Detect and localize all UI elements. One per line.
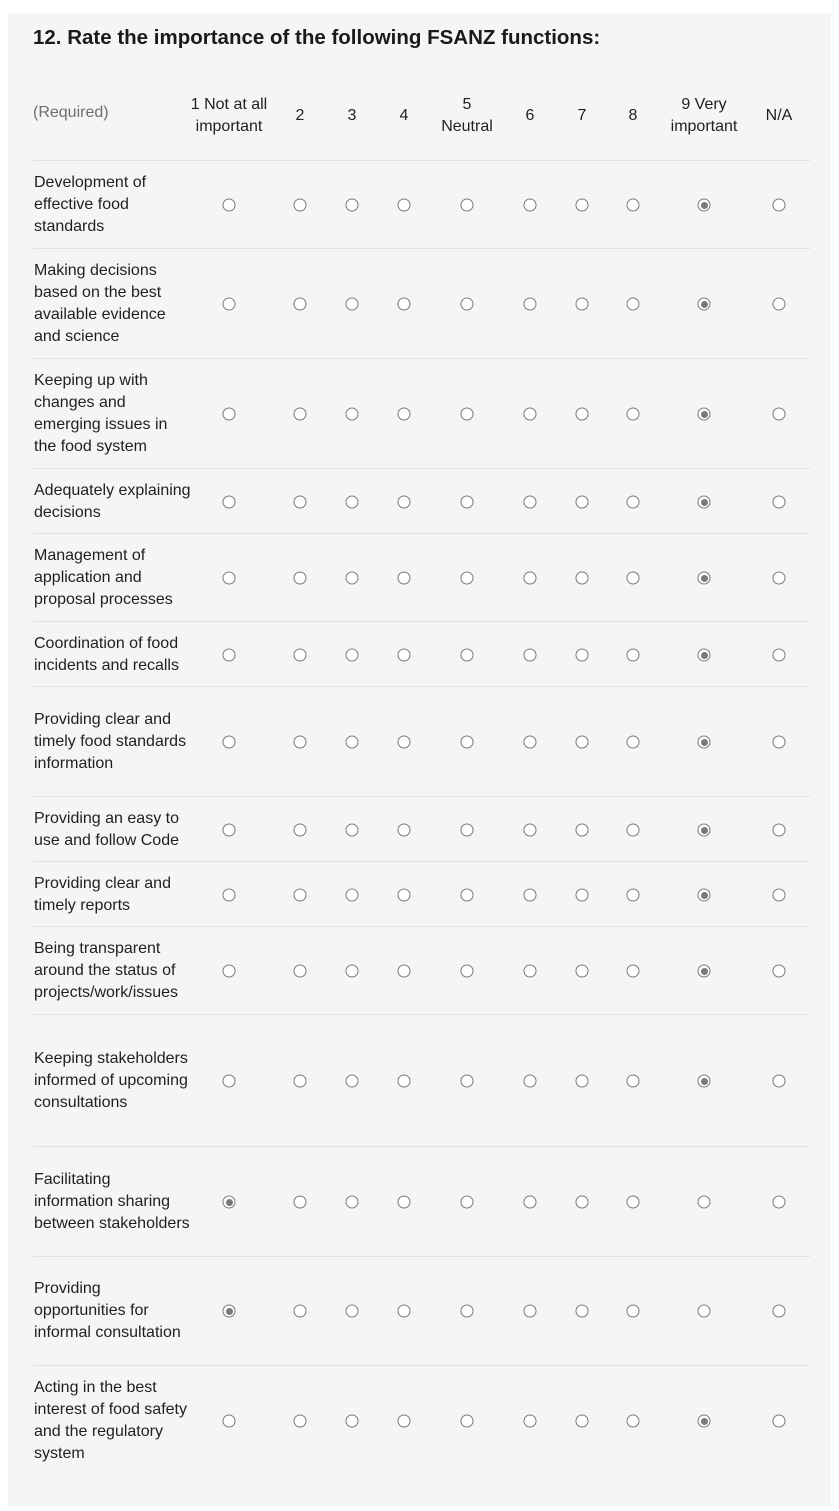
radio-6[interactable] — [524, 496, 537, 509]
radio-7[interactable] — [576, 889, 589, 902]
radio-6[interactable] — [524, 199, 537, 212]
radio-9-very-important[interactable] — [698, 199, 711, 212]
row-label: Making decisions based on the best available evidence and science — [34, 262, 166, 345]
radio-1-not-at-all-important[interactable] — [223, 1196, 236, 1209]
row-divider — [33, 621, 810, 622]
row-label: Coordination of food incidents and recalls — [34, 635, 179, 674]
radio-1-not-at-all-important[interactable] — [223, 298, 236, 311]
radio-5-neutral[interactable] — [461, 496, 474, 509]
radio-2[interactable] — [294, 199, 307, 212]
row-label: Providing opportunities for informal consultation — [34, 1280, 181, 1341]
radio-3[interactable] — [346, 408, 359, 421]
radio-2[interactable] — [294, 1415, 307, 1428]
radio-1-not-at-all-important[interactable] — [223, 572, 236, 585]
radio-2[interactable] — [294, 824, 307, 837]
radio-n-a[interactable] — [773, 1415, 786, 1428]
radio-1-not-at-all-important[interactable] — [223, 824, 236, 837]
radio-n-a[interactable] — [773, 889, 786, 902]
row-label: Facilitating information sharing between stakeholders — [34, 1171, 190, 1232]
radio-n-a[interactable] — [773, 408, 786, 421]
row-divider — [33, 1014, 810, 1015]
radio-2[interactable] — [294, 736, 307, 749]
radio-2[interactable] — [294, 965, 307, 978]
radio-8[interactable] — [627, 1305, 640, 1318]
radio-n-a[interactable] — [773, 572, 786, 585]
radio-2[interactable] — [294, 1196, 307, 1209]
row-divider — [33, 686, 810, 687]
radio-4[interactable] — [398, 1075, 411, 1088]
radio-6[interactable] — [524, 649, 537, 662]
radio-n-a[interactable] — [773, 649, 786, 662]
row-label: Management of application and proposal processes — [34, 547, 173, 608]
column-header-6: 6 — [525, 107, 535, 124]
radio-9-very-important[interactable] — [698, 736, 711, 749]
radio-8[interactable] — [627, 824, 640, 837]
radio-n-a[interactable] — [773, 1305, 786, 1318]
row-divider — [33, 533, 810, 534]
radio-6[interactable] — [524, 1196, 537, 1209]
radio-7[interactable] — [576, 408, 589, 421]
radio-5-neutral[interactable] — [461, 408, 474, 421]
radio-1-not-at-all-important[interactable] — [223, 649, 236, 662]
radio-3[interactable] — [346, 649, 359, 662]
row-label: Acting in the best interest of food safety and the regulatory system — [34, 1379, 187, 1462]
radio-1-not-at-all-important[interactable] — [223, 496, 236, 509]
radio-3[interactable] — [346, 965, 359, 978]
radio-1-not-at-all-important[interactable] — [223, 889, 236, 902]
radio-3[interactable] — [346, 298, 359, 311]
radio-7[interactable] — [576, 199, 589, 212]
radio-1-not-at-all-important[interactable] — [223, 199, 236, 212]
radio-8[interactable] — [627, 1075, 640, 1088]
radio-4[interactable] — [398, 572, 411, 585]
radio-6[interactable] — [524, 1415, 537, 1428]
radio-8[interactable] — [627, 1196, 640, 1209]
radio-9-very-important[interactable] — [698, 649, 711, 662]
radio-n-a[interactable] — [773, 1196, 786, 1209]
radio-6[interactable] — [524, 408, 537, 421]
radio-9-very-important[interactable] — [698, 298, 711, 311]
radio-2[interactable] — [294, 298, 307, 311]
radio-7[interactable] — [576, 1415, 589, 1428]
row-divider — [33, 468, 810, 469]
radio-4[interactable] — [398, 496, 411, 509]
row-label: Being transparent around the status of projects/work/issues — [34, 940, 179, 1001]
radio-9-very-important[interactable] — [698, 1196, 711, 1209]
column-header-5-neutral: 5 Neutral — [441, 96, 493, 135]
radio-9-very-important[interactable] — [698, 496, 711, 509]
radio-4[interactable] — [398, 1305, 411, 1318]
row-divider — [33, 160, 810, 161]
radio-3[interactable] — [346, 496, 359, 509]
radio-2[interactable] — [294, 572, 307, 585]
radio-9-very-important[interactable] — [698, 1075, 711, 1088]
radio-n-a[interactable] — [773, 199, 786, 212]
radio-n-a[interactable] — [773, 298, 786, 311]
radio-6[interactable] — [524, 889, 537, 902]
radio-8[interactable] — [627, 649, 640, 662]
row-label: Providing clear and timely reports — [34, 875, 171, 914]
radio-9-very-important[interactable] — [698, 965, 711, 978]
radio-5-neutral[interactable] — [461, 1075, 474, 1088]
column-header-7: 7 — [577, 107, 587, 124]
radio-7[interactable] — [576, 649, 589, 662]
radio-2[interactable] — [294, 889, 307, 902]
column-header-3: 3 — [347, 107, 357, 124]
radio-2[interactable] — [294, 1075, 307, 1088]
radio-1-not-at-all-important[interactable] — [223, 408, 236, 421]
radio-5-neutral[interactable] — [461, 298, 474, 311]
radio-9-very-important[interactable] — [698, 572, 711, 585]
row-divider — [33, 1365, 810, 1366]
column-header-8: 8 — [628, 107, 638, 124]
radio-5-neutral[interactable] — [461, 824, 474, 837]
radio-5-neutral[interactable] — [461, 1196, 474, 1209]
radio-8[interactable] — [627, 1415, 640, 1428]
radio-2[interactable] — [294, 496, 307, 509]
radio-4[interactable] — [398, 824, 411, 837]
radio-8[interactable] — [627, 408, 640, 421]
column-header-n-a: N/A — [765, 107, 793, 124]
radio-4[interactable] — [398, 1196, 411, 1209]
column-header-4: 4 — [399, 107, 409, 124]
radio-3[interactable] — [346, 824, 359, 837]
radio-9-very-important[interactable] — [698, 1415, 711, 1428]
radio-7[interactable] — [576, 572, 589, 585]
radio-5-neutral[interactable] — [461, 1415, 474, 1428]
radio-6[interactable] — [524, 736, 537, 749]
row-label: Keeping stakeholders informed of upcoming consultations — [34, 1050, 188, 1111]
radio-8[interactable] — [627, 572, 640, 585]
radio-4[interactable] — [398, 889, 411, 902]
radio-1-not-at-all-important[interactable] — [223, 965, 236, 978]
radio-8[interactable] — [627, 199, 640, 212]
row-label: Adequately explaining decisions — [34, 482, 191, 521]
radio-6[interactable] — [524, 965, 537, 978]
radio-9-very-important[interactable] — [698, 408, 711, 421]
radio-4[interactable] — [398, 1415, 411, 1428]
radio-9-very-important[interactable] — [698, 824, 711, 837]
radio-5-neutral[interactable] — [461, 1305, 474, 1318]
radio-4[interactable] — [398, 298, 411, 311]
row-divider — [33, 926, 810, 927]
radio-7[interactable] — [576, 736, 589, 749]
question-title: 12. Rate the importance of the following FSANZ functions: — [33, 26, 601, 49]
radio-2[interactable] — [294, 649, 307, 662]
radio-5-neutral[interactable] — [461, 736, 474, 749]
radio-7[interactable] — [576, 1075, 589, 1088]
radio-n-a[interactable] — [773, 965, 786, 978]
radio-4[interactable] — [398, 736, 411, 749]
row-divider — [33, 1256, 810, 1257]
radio-6[interactable] — [524, 298, 537, 311]
column-header-9-very-important: 9 Very important — [670, 96, 738, 135]
radio-5-neutral[interactable] — [461, 572, 474, 585]
radio-2[interactable] — [294, 408, 307, 421]
column-header-1-not-at-all-important: 1 Not at all important — [190, 96, 268, 135]
radio-n-a[interactable] — [773, 736, 786, 749]
radio-4[interactable] — [398, 199, 411, 212]
radio-5-neutral[interactable] — [461, 965, 474, 978]
radio-3[interactable] — [346, 1415, 359, 1428]
row-label: Providing clear and timely food standards information — [34, 711, 187, 772]
row-divider — [33, 358, 810, 359]
radio-5-neutral[interactable] — [461, 199, 474, 212]
radio-n-a[interactable] — [773, 1075, 786, 1088]
radio-n-a[interactable] — [773, 824, 786, 837]
radio-6[interactable] — [524, 824, 537, 837]
radio-5-neutral[interactable] — [461, 889, 474, 902]
column-header-2: 2 — [295, 107, 305, 124]
row-divider — [33, 861, 810, 862]
radio-1-not-at-all-important[interactable] — [223, 736, 236, 749]
radio-8[interactable] — [627, 889, 640, 902]
row-divider — [33, 248, 810, 249]
row-divider — [33, 796, 810, 797]
row-label: Keeping up with changes and emerging issues in the food system — [34, 372, 168, 455]
radio-8[interactable] — [627, 736, 640, 749]
radio-4[interactable] — [398, 649, 411, 662]
radio-7[interactable] — [576, 298, 589, 311]
radio-3[interactable] — [346, 199, 359, 212]
radio-7[interactable] — [576, 496, 589, 509]
radio-3[interactable] — [346, 736, 359, 749]
radio-7[interactable] — [576, 1305, 589, 1318]
radio-5-neutral[interactable] — [461, 649, 474, 662]
radio-1-not-at-all-important[interactable] — [223, 1305, 236, 1318]
radio-3[interactable] — [346, 1305, 359, 1318]
radio-1-not-at-all-important[interactable] — [223, 1415, 236, 1428]
radio-6[interactable] — [524, 572, 537, 585]
radio-8[interactable] — [627, 496, 640, 509]
radio-3[interactable] — [346, 889, 359, 902]
radio-9-very-important[interactable] — [698, 889, 711, 902]
radio-3[interactable] — [346, 1075, 359, 1088]
radio-3[interactable] — [346, 572, 359, 585]
row-divider — [33, 1146, 810, 1147]
radio-1-not-at-all-important[interactable] — [223, 1075, 236, 1088]
radio-4[interactable] — [398, 965, 411, 978]
row-label: Development of effective food standards — [34, 174, 147, 235]
radio-4[interactable] — [398, 408, 411, 421]
required-label: (Required) — [33, 104, 109, 121]
radio-7[interactable] — [576, 824, 589, 837]
radio-n-a[interactable] — [773, 496, 786, 509]
radio-3[interactable] — [346, 1196, 359, 1209]
radio-9-very-important[interactable] — [698, 1305, 711, 1318]
radio-8[interactable] — [627, 965, 640, 978]
radio-6[interactable] — [524, 1305, 537, 1318]
radio-8[interactable] — [627, 298, 640, 311]
row-label: Providing an easy to use and follow Code — [34, 810, 179, 849]
radio-6[interactable] — [524, 1075, 537, 1088]
radio-7[interactable] — [576, 965, 589, 978]
radio-2[interactable] — [294, 1305, 307, 1318]
radio-7[interactable] — [576, 1196, 589, 1209]
